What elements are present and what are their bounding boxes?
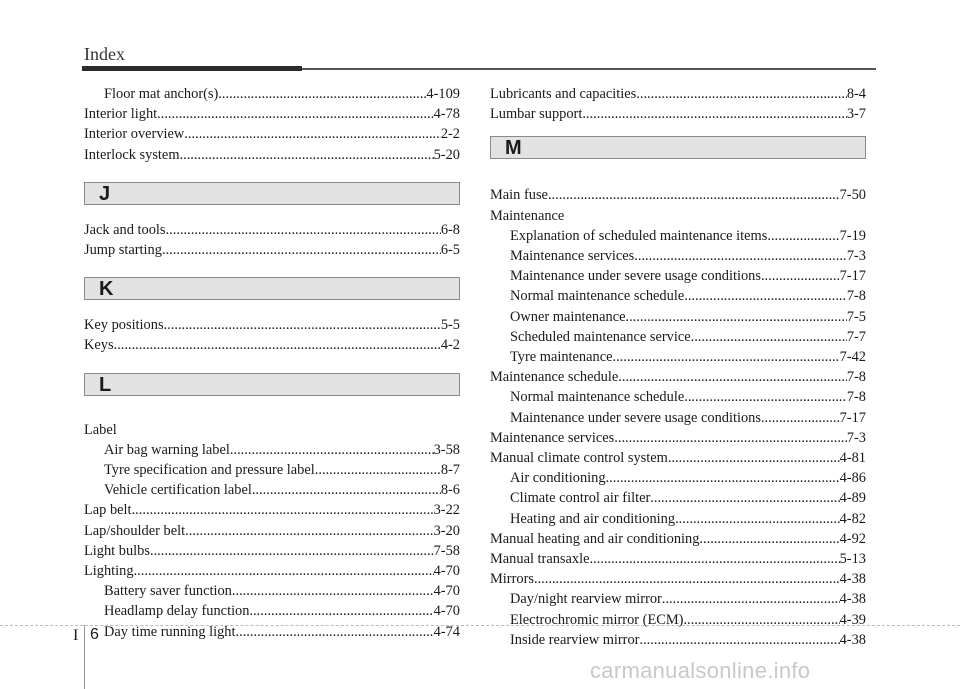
index-entry: Interior overview ..... 2-2 xyxy=(84,124,460,144)
index-entry: Mirrors ..... 4-38 xyxy=(490,569,866,589)
index-subentry: Inside rearview mirror ..... 4-38 xyxy=(490,630,866,650)
index-entry: Light bulbs ..... 7-58 xyxy=(84,541,460,561)
index-subentry: Scheduled maintenance service ..... 7-7 xyxy=(490,327,866,347)
index-entry: Lighting ..... 4-70 xyxy=(84,561,460,581)
index-entry: Manual transaxle ..... 5-13 xyxy=(490,549,866,569)
index-entry: Interior light ..... 4-78 xyxy=(84,104,460,124)
index-subentry: Air bag warning label ..... 3-58 xyxy=(84,440,460,460)
index-entry: Lap belt ..... 3-22 xyxy=(84,500,460,520)
index-heading-maintenance: Maintenance xyxy=(490,207,565,224)
index-entry: Keys ..... 4-2 xyxy=(84,335,460,355)
footer-rule xyxy=(0,625,960,626)
index-entry: Lubricants and capacities ..... 8-4 xyxy=(490,84,866,104)
footer-section: I xyxy=(73,627,79,644)
index-entry: Jack and tools ..... 6-8 xyxy=(84,220,460,240)
index-subentry: Climate control air filter ..... 4-89 xyxy=(490,488,866,508)
index-subentry: Maintenance under severe usage conditions ..... 7-17 xyxy=(490,266,866,286)
index-entry: Maintenance schedule ..... 7-8 xyxy=(490,367,866,387)
index-entry: Interlock system ..... 5-20 xyxy=(84,145,460,165)
index-entry: Main fuse ..... 7-50 xyxy=(490,185,866,205)
section-letter-m: M xyxy=(490,136,866,159)
watermark: carmanualsonline.info xyxy=(590,658,811,683)
index-subentry: Tyre maintenance ..... 7-42 xyxy=(490,347,866,367)
index-column-right xyxy=(490,84,866,650)
index-subentry: Day time running light ..... 4-74 xyxy=(84,622,460,642)
footer-divider xyxy=(84,625,85,689)
index-entry: Key positions ..... 5-5 xyxy=(84,315,460,335)
index-subentry: Explanation of scheduled maintenance items ..... 7-19 xyxy=(490,226,866,246)
page-title: Index xyxy=(84,44,125,64)
index-subentry: Battery saver function ..... 4-70 xyxy=(84,581,460,601)
index-subentry: Tyre specification and pressure label ..... 8-7 xyxy=(84,460,460,480)
index-subentry: Electrochromic mirror (ECM) ..... 4-39 xyxy=(490,610,866,630)
index-entry: Maintenance services ..... 7-3 xyxy=(490,428,866,448)
index-entry: Manual climate control system ..... 4-81 xyxy=(490,448,866,468)
index-column-left xyxy=(84,84,460,642)
index-entry: Lumbar support ..... 3-7 xyxy=(490,104,866,124)
index-subentry: Day/night rearview mirror ..... 4-38 xyxy=(490,589,866,609)
index-subentry: Headlamp delay function ..... 4-70 xyxy=(84,601,460,621)
index-subentry: Air conditioning ..... 4-86 xyxy=(490,468,866,488)
index-subentry: Owner maintenance ..... 7-5 xyxy=(490,307,866,327)
index-entry: Jump starting ..... 6-5 xyxy=(84,240,460,260)
index-subentry: Normal maintenance schedule ..... 7-8 xyxy=(490,387,866,407)
header-rule-thin xyxy=(302,68,876,70)
index-subentry: Heating and air conditioning ..... 4-82 xyxy=(490,509,866,529)
index-heading-label: Label xyxy=(84,421,117,438)
section-letter-j: J xyxy=(84,182,460,205)
index-entry: Lap/shoulder belt ..... 3-20 xyxy=(84,521,460,541)
index-entry: Manual heating and air conditioning ..... 4-92 xyxy=(490,529,866,549)
section-letter-l: L xyxy=(84,373,460,396)
index-subentry: Maintenance under severe usage conditions ..... 7-17 xyxy=(490,408,866,428)
index-subentry: Maintenance services ..... 7-3 xyxy=(490,246,866,266)
index-subentry: Vehicle certification label ..... 8-6 xyxy=(84,480,460,500)
index-entry: Floor mat anchor(s) ..... 4-109 xyxy=(84,84,460,104)
footer-page-number: 6 xyxy=(90,626,99,643)
index-subentry: Normal maintenance schedule ..... 7-8 xyxy=(490,286,866,306)
section-letter-k: K xyxy=(84,277,460,300)
header-rule-thick xyxy=(82,66,302,71)
